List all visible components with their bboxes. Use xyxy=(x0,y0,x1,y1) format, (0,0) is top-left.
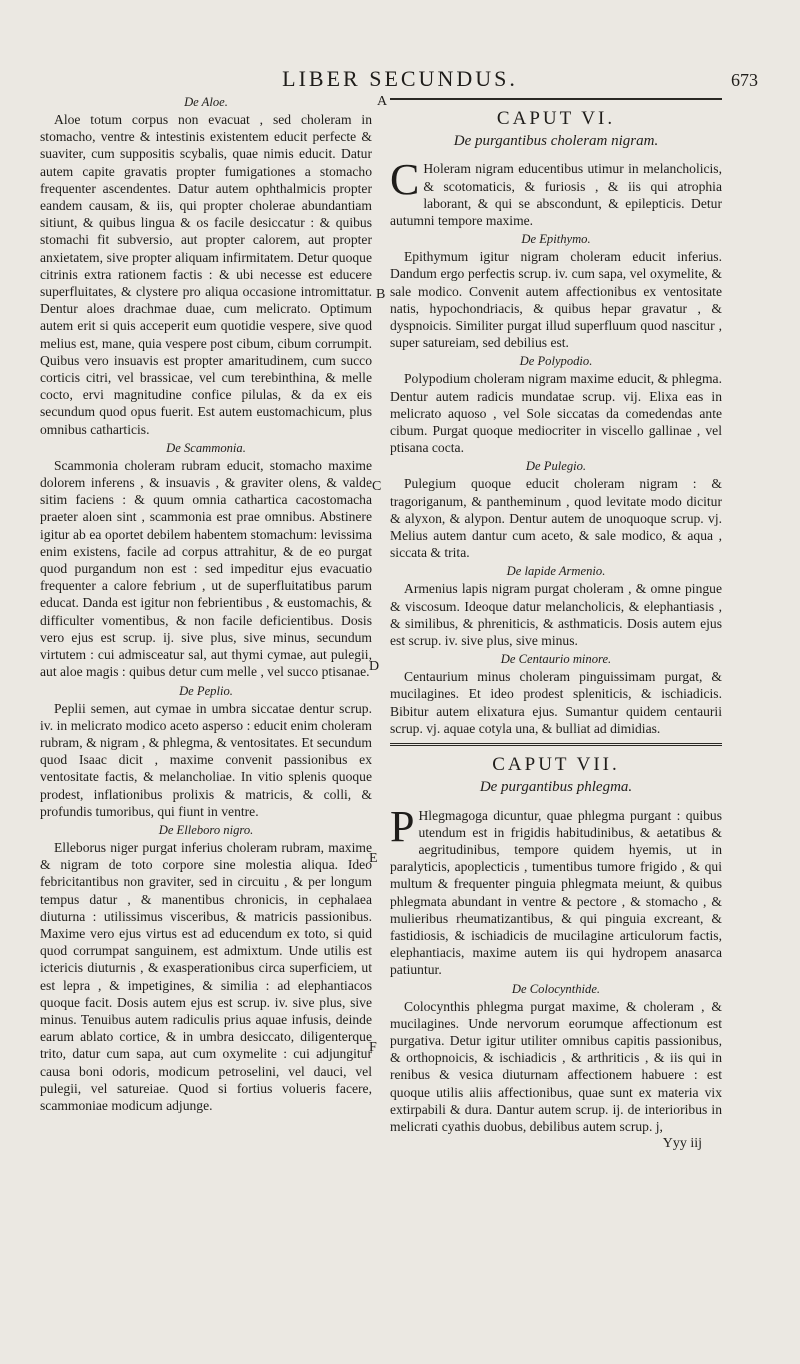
chapter-7-title: CAPUT VII. xyxy=(492,754,620,776)
margin-letter-b: B xyxy=(376,287,386,302)
section-heading-colocynthide: De Colocynthide. xyxy=(511,981,601,996)
section-heading-armenio: De lapide Armenio. xyxy=(506,564,606,579)
margin-letter-f: F xyxy=(369,1040,377,1055)
drop-cap-p: P xyxy=(390,801,415,851)
running-title: LIBER SECUNDUS. xyxy=(282,66,518,91)
section-heading-centaurio: De Centaurio minore. xyxy=(500,652,612,667)
paragraph-elleboro: Elleborus niger purgat inferius choleram rubram, maxime & nigram de toto corpore sine molestia aliqua. Ideo febricitantibus non graviter, sed in circuitu , & per longum tempus datur , & manentibus chronicis, in cephalaea diuturna : utilissimus visceribus, & matricis passionibus. Maxime vero ejus virtus est ad educendum ex toto, si quid quod corrumpat sanguinem, est admixtum. Unde utilis est ictericis diuturnis , & exasperationibus circa superficiem, ut est lepra , & impetigines, & similia : ad elephantiacos quoque facit. Dosis autem ejus est scrup. iv. sive plus, sive minus. Tenuibus autem radiculis prius aquae infusis, deinde earum ablato cortice, & in umbra desiccato, diligenterque trito, datur cum sapa, aut cum oxymelite : cui adjungitur causa boni odoris, modicum petroselini, vel dauci, vel pulegii, vel satureiae. Quod si fortius volueris facere, scammoniae modicum adjunge. xyxy=(40,839,372,1113)
chapter-7-intro-text: Hlegmagoga dicuntur, quae phlegma purgant : quibus utendum est in frigidis habitudinibus, & aetatibus & aegritudinibus, tempore quidem hyemis, ut in paralyticis, apoplecticis , tumentibus tumore frigido , & qui multum & frequenter pinguia phlegmata meiunt, & quibus phlegmata abundant in ventre & pectore , & stomacho , & mulieribus rheumatizantibus, & qui pinguia excreant, & fastidiosis, & ischiadicis de mucilagine articulorum factis, elephantiacis, maxime autem iis qui hydropem anasarca patiuntur. xyxy=(390,807,722,978)
paragraph-aloe: Aloe totum corpus non evacuat , sed choleram in stomacho, ventre & intestinis existentem educit perfecte & suaviter, cum suppositis scybalis, quae nimis educit. Datur autem capite gravatis propter fumigationes a stomacho frequenter ascendentes. Datur autem ophthalmicis propter eandem causam, & iis, qui propter cholerae abundantiam sitiunt, & quibus lingua & os facile desiccatur : & quibus stomachi fit subversio, aut propter calorem, aut propter anxietatem, sive propter aliquam infirmitatem. Detur quoque citrinis extra rationem factis : & ubi necesse est educere superfluitates, & clystere pro aliqua occasione intromittatur. Dentur aloes drachmae duae, cum melicrato. Optimum autem erit si quis acceperit eum quotidie vespere, sive quod melius est, mane, quia vespere post cibum, cibum corrumpit. Quibus vero insuavis est propter amaritudinem, cum succo corticis citri, vel brassicae, vel cum terebinthina, & melle cocto, ervi magnitudine confice pilulas, & da ex eis secundum quod opus fuerit. Est autem eustomachicum, plus omnibus catharticis. xyxy=(40,112,372,437)
top-rule xyxy=(390,98,722,100)
section-heading-pulegio: De Pulegio. xyxy=(525,459,587,474)
chapter-divider-rule xyxy=(390,743,722,746)
section-heading-epithymo: De Epithymo. xyxy=(521,232,591,247)
drop-cap-c: C xyxy=(390,155,420,205)
chapter-6-intro xyxy=(390,155,722,229)
paragraph-centaurio: Centaurium minus choleram pinguissimam purgat, & mucilagines. Et ideo prodest spleniticis, & ischiadicis. Bibitur autem elixatura ejus. Sumantur quidem centaurii scrup. vj. aquae cotyla una, & bulliat ad dimidias. xyxy=(390,669,722,736)
left-column xyxy=(40,92,372,1114)
section-heading-polypodio: De Polypodio. xyxy=(519,354,593,369)
chapter-7-intro xyxy=(390,801,722,979)
chapter-6-intro-text: Holeram nigram educentibus utimur in melancholicis, & scotomaticis, & furiosis , & iis qui atrophia laborant, & qui se abscondunt, & epilepticis. Detur autumni tempore maxime. xyxy=(390,161,722,229)
section-heading-elleboro: De Elleboro nigro. xyxy=(158,822,254,837)
section-heading-scammonia: De Scammonia. xyxy=(166,440,246,455)
margin-letter-e: E xyxy=(369,851,378,866)
paragraph-epithymo: Epithymum igitur nigram choleram educit inferius. Dandum ergo perfectis scrup. iv. cum sapa, vel oxymelite, & sale modico. Convenit autem affectionibus ex ventositate natis, hypochondriacis, & quibus hepar gravatur , & dyspnoicis. Similiter purgat illud superfluum quod nascitur , super satureiam, sed debilius est. xyxy=(390,249,722,351)
page-number: 673 xyxy=(731,70,758,90)
section-heading-aloe: De Aloe. xyxy=(184,95,228,109)
margin-letter-c: C xyxy=(372,479,382,494)
section-heading-peplio: De Peplio. xyxy=(179,683,233,698)
chapter-7-subtitle: De purgantibus phlegma. xyxy=(479,779,633,796)
right-column xyxy=(390,92,722,1152)
signature-mark: Yyy iij xyxy=(662,1136,702,1152)
paragraph-armenio: Armenius lapis nigram purgat choleram , & omne pingue & viscosum. Ideoque datur melancholicis, & elephantiasis , & similibus, & phreniticis, & asthmaticis. Dosis autem ejus est scrup. iv. sive plus, sive minus. xyxy=(390,581,722,649)
paragraph-colocynthide: Colocynthis phlegma purgat maxime, & choleram , & mucilagines. Unde nervorum eorumque affectionum est purgativa. Detur igitur utiliter omnibus capitis passionibus, & orthopnoicis, & ischiadicis , & arthriticis , & iis qui in renibus & vesica diuturnam affectionem habuere : est quoque utilis aliis affectionibus, quae sunt ex materia vix extirpabili & dura. Dantur autem scrup. ij. de interioribus in melicrati cyathis duobus, debilibus autem scrup. j, xyxy=(390,998,722,1134)
chapter-6-title: CAPUT VI. xyxy=(496,108,616,129)
margin-letter-d: D xyxy=(369,659,380,674)
chapter-6-subtitle: De purgantibus choleram nigram. xyxy=(453,133,659,150)
paragraph-polypodio: Polypodium choleram nigram maxime educit, & phlegma. Dentur autem radicis mundatae scrup. vij. Elixa eas in melicrato aquoso , vel Sole siccatas da comedendas ante cibum. Purgat quoque mediocriter in viscello gallinae , vel ptisana cocta. xyxy=(390,371,722,456)
paragraph-scammonia: Scammonia choleram rubram educit, stomacho maxime dolorem inferens , & insuavis , & graviter olens, & valde sitim faciens : & quum omnia cathartica cacostomacha praeter aloen sint , scammonia est prae omnibus. Abstinere igitur ab ea oportet debilem habentem stomachum: levissima enim existens, facile ad corpus attrahitur, & de eo purgat quod purgandum non est : sed impeditur ejus evacuatio frequenter a calore febrium , ut de superfluitatibus parum educat. Danda est igitur non febrientibus , & eustomachis, & difficulter vomentibus, & non facile deficientibus. Dosis vero ejus est scrup. ij. sive plus, sive minus, secundum virtutem : cui admisceatur sal, aut thymi cymae, aut pulegii, aut aloe magis : quibus detur cum melle , vel succo ptisanae. xyxy=(40,457,372,680)
paragraph-peplio: Peplii semen, aut cymae in umbra siccatae dentur scrup. iv. in melicrato modico aceto asperso : educit enim choleram rubram, & nigram , & phlegma, & ventositates. Et secundum quod Isaac dicit , maxime convenit passionibus ex ventositate factis, & melancholiae. In vitio splenis quoque prodest, inflationibus prolixis & matricis, & colli, & profundis tumoribus, qui fiunt in ventre. xyxy=(40,700,372,819)
margin-letter-a: A xyxy=(377,94,388,109)
paragraph-pulegio: Pulegium quoque educit choleram nigram : & tragoriganum, & pantheminum , quod levitate modo dicitur & alyxon, & alypon. Dentur autem de unoquoque scrup. vj. Melius autem dantur cum aceto, & sale modico, & aqua , siccata & trita. xyxy=(390,476,722,561)
